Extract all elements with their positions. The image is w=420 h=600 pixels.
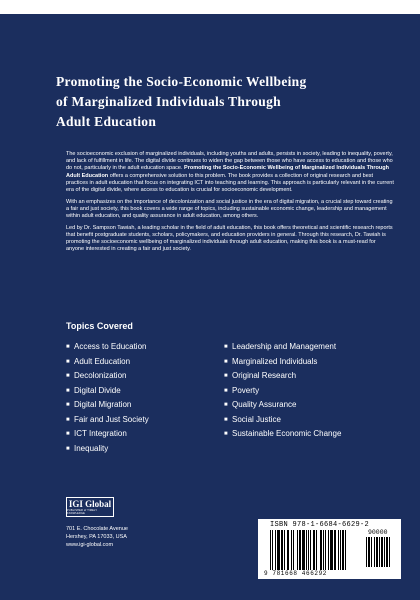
topic-item [66, 355, 224, 370]
topics-column-right [224, 340, 341, 456]
topic-item [66, 384, 224, 399]
topic-item [66, 369, 224, 384]
topic-label: Decolonization [74, 371, 127, 380]
topic-item [66, 340, 224, 355]
bullet-icon: ■ [66, 358, 70, 365]
title-line-1: Promoting the Socio-Economic Wellbeing [56, 74, 307, 89]
description-paragraph-1 [66, 151, 394, 194]
topic-item [224, 369, 341, 384]
title-line-2: of Marginalized Individuals Through [56, 94, 281, 109]
paragraph-1-continuation: offers a comprehensive solution to this problem. The book provides a collection of original research and best practices in adult education that focus on integrating ICT into teaching and learning. This approach is particularly relevant in the current era of the digital divide, where access to education is crucial for socioeconomic development. [66, 172, 394, 194]
bullet-icon: ■ [224, 373, 228, 379]
bullet-icon: ■ [66, 445, 70, 452]
back-cover-title [56, 72, 386, 132]
topic-item [224, 427, 341, 442]
price-code: 90000 [368, 529, 388, 536]
paragraph-1-text: The socioeconomic exclusion of marginalized individuals, including youths and adults, persists in society, leading to inequality, poverty, and lack of fulfillment in life. The digital divide continues to widen the gap between those who have access to education and those who do not, particularly in the adult education space. [66, 151, 393, 172]
title-line-3: Adult Education [56, 114, 157, 129]
publisher-website: www.igi-global.com [66, 542, 114, 548]
publisher-address [66, 525, 128, 549]
topic-label: Sustainable Economic Change [232, 429, 342, 438]
price-barcode-bars [366, 537, 394, 567]
igi-global-logo [66, 497, 114, 517]
topic-item [66, 442, 224, 457]
topic-item [224, 340, 341, 355]
topic-item [224, 413, 341, 428]
topic-label: Inequality [74, 443, 109, 453]
bullet-icon: ■ [66, 373, 70, 379]
topic-label: Poverty [232, 385, 260, 395]
bullet-icon: ■ [66, 431, 70, 437]
isbn-barcode [258, 519, 401, 579]
topic-label: ICT Integration [74, 429, 127, 438]
topic-label: Original Research [232, 371, 297, 380]
bullet-icon: ■ [66, 402, 70, 408]
topics-column-left [66, 340, 224, 456]
address-street: 701 E. Chocolate Avenue [66, 526, 128, 532]
ean-barcode-bars [270, 530, 360, 570]
publisher-block [66, 497, 128, 549]
topic-label: Adult Education [74, 356, 131, 366]
bullet-icon: ■ [66, 416, 70, 423]
paragraph-1-book-title: Promoting the Socio-Economic Wellbeing of Marginalized Individuals Through Adult Education [66, 165, 389, 179]
topic-label: Marginalized Individuals [232, 356, 318, 366]
topic-item [66, 413, 224, 428]
address-city: Hershey, PA 17033, USA [66, 534, 127, 540]
topic-label: Social Justice [232, 414, 281, 424]
logo-text: IGI Global [68, 498, 112, 509]
topic-label: Leadership and Management [232, 342, 337, 351]
topic-item [66, 427, 224, 442]
bullet-icon: ■ [224, 416, 228, 423]
topic-item [224, 355, 341, 370]
description-paragraph-2 [66, 199, 394, 221]
bullet-icon: ■ [224, 358, 228, 365]
topic-label: Quality Assurance [232, 400, 297, 409]
topic-item [66, 398, 224, 413]
bullet-icon: ■ [66, 344, 70, 350]
bullet-icon: ■ [224, 387, 228, 394]
topic-item [224, 384, 341, 399]
logo-tagline: PUBLISHER of TIMELY KNOWLEDGE [67, 508, 98, 515]
topic-label: Access to Education [74, 342, 147, 351]
topics-list [66, 340, 386, 456]
topic-item [224, 398, 341, 413]
topic-label: Digital Divide [74, 385, 121, 395]
bullet-icon: ■ [66, 387, 70, 394]
bullet-icon: ■ [224, 431, 228, 437]
topic-label: Digital Migration [74, 400, 132, 409]
top-white-band [0, 0, 420, 14]
topic-label: Fair and Just Society [74, 414, 149, 424]
description [66, 151, 394, 258]
ean-digits: 9 781668 466292 [264, 570, 328, 577]
isbn-label: ISBN 978-1-6684-6629-2 [270, 521, 370, 529]
bullet-icon: ■ [224, 344, 228, 350]
paragraph-2-text: With an emphasizes on the importance of decolonization and social justice in the era of digital migration, a crucial step toward creating a fair and just society, this book covers a wide range of topics, including sustainable economic change, leadership and management within adult education, and quality assurance in adult education, among others. [66, 198, 393, 220]
bullet-icon: ■ [224, 402, 228, 408]
topics-heading: Topics Covered [66, 321, 133, 331]
paragraph-3-text: Led by Dr. Sampson Tawiah, a leading scholar in the field of adult education, this book offers theoretical and scientific research reports that benefit postgraduate students, scholars, policymakers, and education providers in general. Through this research, Dr. Tawiah is promoting the socioeconomic wellbeing of marginalized individuals through adult education, making this book is a must-read for anyone interested in creating a fair and just society. [66, 224, 393, 253]
description-paragraph-3 [66, 225, 394, 254]
